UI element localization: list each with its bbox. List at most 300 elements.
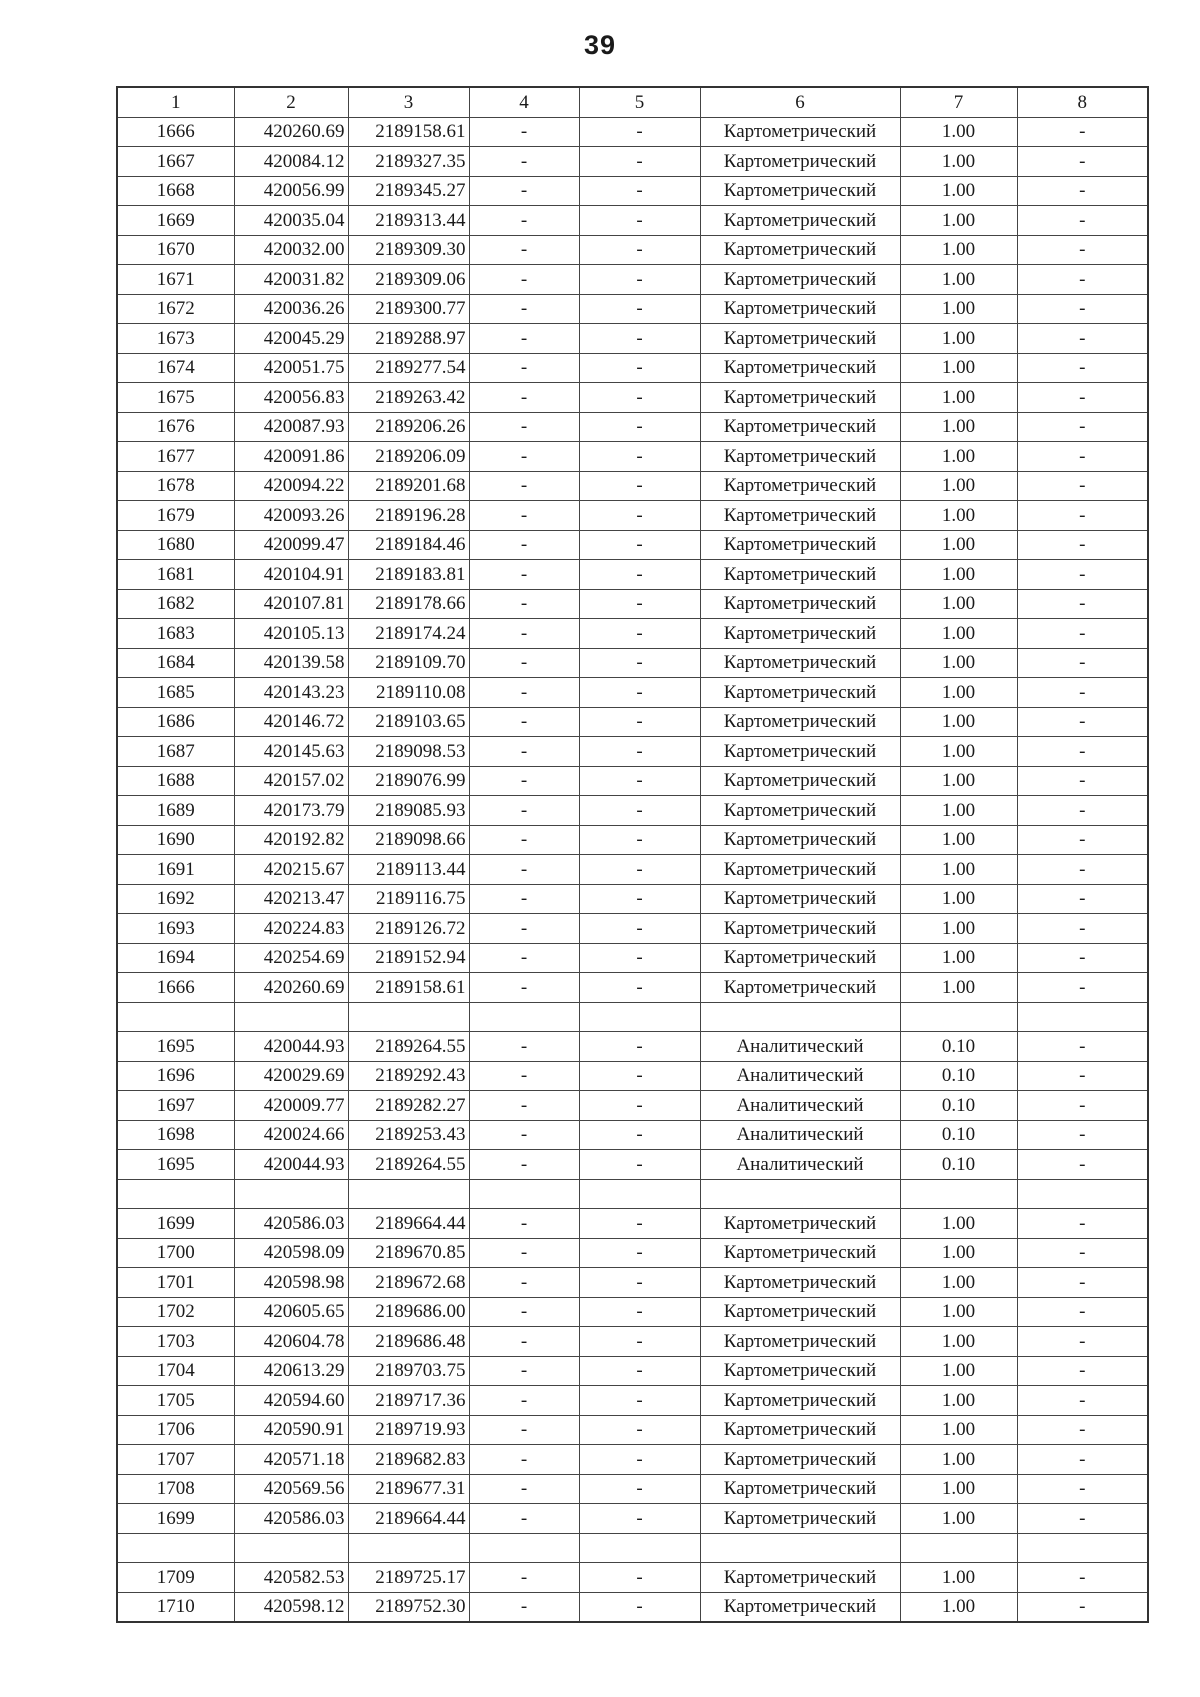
cell-point-number: 1695 bbox=[117, 1150, 234, 1180]
cell-accuracy: 1.00 bbox=[900, 914, 1017, 944]
cell-method bbox=[700, 1179, 900, 1209]
cell-col-5: - bbox=[579, 943, 700, 973]
cell-method: Картометрический bbox=[700, 589, 900, 619]
cell-col-4: - bbox=[469, 1032, 579, 1062]
cell-col-8: - bbox=[1017, 1268, 1148, 1298]
cell-coord-x bbox=[234, 1179, 348, 1209]
table-row bbox=[117, 1327, 1148, 1357]
cell-col-8: - bbox=[1017, 619, 1148, 649]
column-header: 5 bbox=[579, 87, 700, 117]
cell-coord-x: 420093.26 bbox=[234, 501, 348, 531]
cell-method: Картометрический bbox=[700, 294, 900, 324]
cell-coord-x: 420104.91 bbox=[234, 560, 348, 590]
cell-col-8 bbox=[1017, 1002, 1148, 1032]
cell-coord-x: 420056.83 bbox=[234, 383, 348, 413]
cell-col-8: - bbox=[1017, 1120, 1148, 1150]
cell-coord-y: 2189183.81 bbox=[348, 560, 469, 590]
cell-coord-x: 420029.69 bbox=[234, 1061, 348, 1091]
cell-accuracy: 1.00 bbox=[900, 560, 1017, 590]
cell-accuracy: 0.10 bbox=[900, 1091, 1017, 1121]
cell-col-4: - bbox=[469, 501, 579, 531]
column-header: 7 bbox=[900, 87, 1017, 117]
cell-point-number: 1706 bbox=[117, 1415, 234, 1445]
cell-accuracy: 0.10 bbox=[900, 1120, 1017, 1150]
cell-point-number: 1686 bbox=[117, 707, 234, 737]
cell-accuracy: 1.00 bbox=[900, 1297, 1017, 1327]
cell-col-8: - bbox=[1017, 1474, 1148, 1504]
cell-coord-y: 2189686.00 bbox=[348, 1297, 469, 1327]
cell-method: Аналитический bbox=[700, 1120, 900, 1150]
cell-col-8: - bbox=[1017, 1386, 1148, 1416]
cell-col-8: - bbox=[1017, 471, 1148, 501]
cell-col-4: - bbox=[469, 1150, 579, 1180]
cell-coord-y: 2189717.36 bbox=[348, 1386, 469, 1416]
cell-col-5: - bbox=[579, 442, 700, 472]
cell-coord-y: 2189670.85 bbox=[348, 1238, 469, 1268]
cell-method: Картометрический bbox=[700, 560, 900, 590]
cell-col-5: - bbox=[579, 973, 700, 1003]
cell-coord-y: 2189664.44 bbox=[348, 1209, 469, 1239]
cell-accuracy: 0.10 bbox=[900, 1032, 1017, 1062]
cell-coord-x: 420056.99 bbox=[234, 176, 348, 206]
cell-col-8 bbox=[1017, 1179, 1148, 1209]
cell-point-number: 1693 bbox=[117, 914, 234, 944]
cell-point-number: 1690 bbox=[117, 825, 234, 855]
cell-col-8: - bbox=[1017, 530, 1148, 560]
table-row bbox=[117, 1238, 1148, 1268]
cell-col-8: - bbox=[1017, 1061, 1148, 1091]
cell-point-number: 1710 bbox=[117, 1592, 234, 1622]
cell-coord-x: 420024.66 bbox=[234, 1120, 348, 1150]
table-row bbox=[117, 1032, 1148, 1062]
table-row bbox=[117, 1356, 1148, 1386]
cell-col-8: - bbox=[1017, 147, 1148, 177]
cell-col-8: - bbox=[1017, 1356, 1148, 1386]
cell-point-number: 1673 bbox=[117, 324, 234, 354]
cell-col-8: - bbox=[1017, 412, 1148, 442]
cell-coord-x bbox=[234, 1533, 348, 1563]
cell-col-8: - bbox=[1017, 206, 1148, 236]
cell-accuracy: 1.00 bbox=[900, 1445, 1017, 1475]
table-row bbox=[117, 324, 1148, 354]
cell-accuracy: 1.00 bbox=[900, 678, 1017, 708]
cell-col-8: - bbox=[1017, 796, 1148, 826]
cell-point-number bbox=[117, 1002, 234, 1032]
cell-coord-y: 2189152.94 bbox=[348, 943, 469, 973]
cell-coord-y: 2189263.42 bbox=[348, 383, 469, 413]
cell-method: Картометрический bbox=[700, 1356, 900, 1386]
cell-col-5: - bbox=[579, 648, 700, 678]
cell-col-4: - bbox=[469, 914, 579, 944]
cell-point-number: 1670 bbox=[117, 235, 234, 265]
cell-accuracy: 1.00 bbox=[900, 1327, 1017, 1357]
cell-method: Картометрический bbox=[700, 914, 900, 944]
cell-col-5: - bbox=[579, 884, 700, 914]
cell-accuracy: 1.00 bbox=[900, 117, 1017, 147]
cell-coord-x: 420091.86 bbox=[234, 442, 348, 472]
cell-coord-x: 420586.03 bbox=[234, 1209, 348, 1239]
cell-coord-x: 420084.12 bbox=[234, 147, 348, 177]
cell-method: Картометрический bbox=[700, 1297, 900, 1327]
cell-coord-x: 420051.75 bbox=[234, 353, 348, 383]
cell-point-number: 1708 bbox=[117, 1474, 234, 1504]
cell-col-5: - bbox=[579, 1209, 700, 1239]
cell-point-number: 1672 bbox=[117, 294, 234, 324]
cell-col-5 bbox=[579, 1002, 700, 1032]
cell-col-8: - bbox=[1017, 1445, 1148, 1475]
cell-accuracy: 1.00 bbox=[900, 265, 1017, 295]
cell-col-8: - bbox=[1017, 973, 1148, 1003]
table-row bbox=[117, 1150, 1148, 1180]
cell-coord-x: 420598.12 bbox=[234, 1592, 348, 1622]
cell-accuracy: 1.00 bbox=[900, 796, 1017, 826]
cell-col-4: - bbox=[469, 1474, 579, 1504]
cell-coord-x: 420571.18 bbox=[234, 1445, 348, 1475]
cell-col-5: - bbox=[579, 914, 700, 944]
cell-coord-y: 2189345.27 bbox=[348, 176, 469, 206]
cell-coord-y: 2189677.31 bbox=[348, 1474, 469, 1504]
cell-col-5: - bbox=[579, 1297, 700, 1327]
table-row bbox=[117, 1061, 1148, 1091]
cell-col-8: - bbox=[1017, 265, 1148, 295]
cell-accuracy bbox=[900, 1179, 1017, 1209]
table-row bbox=[117, 589, 1148, 619]
cell-col-5: - bbox=[579, 147, 700, 177]
cell-coord-x: 420099.47 bbox=[234, 530, 348, 560]
cell-col-5: - bbox=[579, 1061, 700, 1091]
cell-method: Картометрический bbox=[700, 501, 900, 531]
cell-coord-x: 420215.67 bbox=[234, 855, 348, 885]
table-row bbox=[117, 855, 1148, 885]
cell-col-8: - bbox=[1017, 117, 1148, 147]
cell-accuracy: 1.00 bbox=[900, 235, 1017, 265]
cell-point-number: 1668 bbox=[117, 176, 234, 206]
cell-col-4: - bbox=[469, 1238, 579, 1268]
cell-method: Картометрический bbox=[700, 678, 900, 708]
cell-method: Картометрический bbox=[700, 1209, 900, 1239]
cell-col-8: - bbox=[1017, 442, 1148, 472]
cell-coord-y: 2189292.43 bbox=[348, 1061, 469, 1091]
cell-col-5: - bbox=[579, 1445, 700, 1475]
cell-coord-x: 420009.77 bbox=[234, 1091, 348, 1121]
cell-method: Картометрический bbox=[700, 383, 900, 413]
table-row bbox=[117, 1474, 1148, 1504]
cell-accuracy: 1.00 bbox=[900, 884, 1017, 914]
column-header: 6 bbox=[700, 87, 900, 117]
cell-coord-y: 2189196.28 bbox=[348, 501, 469, 531]
cell-accuracy: 1.00 bbox=[900, 1268, 1017, 1298]
cell-method: Картометрический bbox=[700, 973, 900, 1003]
cell-method: Картометрический bbox=[700, 147, 900, 177]
cell-col-5: - bbox=[579, 825, 700, 855]
cell-col-4: - bbox=[469, 1504, 579, 1534]
cell-accuracy: 1.00 bbox=[900, 147, 1017, 177]
cell-method: Картометрический bbox=[700, 176, 900, 206]
cell-col-5: - bbox=[579, 471, 700, 501]
cell-method: Картометрический bbox=[700, 943, 900, 973]
cell-col-5: - bbox=[579, 235, 700, 265]
cell-col-5: - bbox=[579, 383, 700, 413]
cell-point-number: 1685 bbox=[117, 678, 234, 708]
cell-coord-x: 420582.53 bbox=[234, 1563, 348, 1593]
table-row bbox=[117, 707, 1148, 737]
cell-col-4: - bbox=[469, 147, 579, 177]
cell-coord-y: 2189098.66 bbox=[348, 825, 469, 855]
cell-coord-y: 2189113.44 bbox=[348, 855, 469, 885]
cell-col-4: - bbox=[469, 412, 579, 442]
table-row bbox=[117, 235, 1148, 265]
table-body bbox=[117, 117, 1148, 1622]
cell-col-8: - bbox=[1017, 1032, 1148, 1062]
cell-col-5 bbox=[579, 1533, 700, 1563]
cell-coord-y: 2189103.65 bbox=[348, 707, 469, 737]
cell-coord-x: 420192.82 bbox=[234, 825, 348, 855]
cell-col-4: - bbox=[469, 117, 579, 147]
cell-point-number: 1695 bbox=[117, 1032, 234, 1062]
cell-point-number: 1678 bbox=[117, 471, 234, 501]
cell-coord-y: 2189703.75 bbox=[348, 1356, 469, 1386]
cell-col-5: - bbox=[579, 294, 700, 324]
table-row bbox=[117, 1415, 1148, 1445]
cell-col-8: - bbox=[1017, 353, 1148, 383]
cell-accuracy: 1.00 bbox=[900, 176, 1017, 206]
cell-point-number: 1698 bbox=[117, 1120, 234, 1150]
cell-method: Картометрический bbox=[700, 825, 900, 855]
table-row bbox=[117, 737, 1148, 767]
cell-col-5: - bbox=[579, 1327, 700, 1357]
table-row bbox=[117, 1209, 1148, 1239]
cell-col-5: - bbox=[579, 1150, 700, 1180]
cell-accuracy: 1.00 bbox=[900, 501, 1017, 531]
cell-coord-x: 420224.83 bbox=[234, 914, 348, 944]
cell-accuracy: 1.00 bbox=[900, 471, 1017, 501]
cell-col-4: - bbox=[469, 1415, 579, 1445]
table-row bbox=[117, 176, 1148, 206]
cell-method: Картометрический bbox=[700, 648, 900, 678]
cell-col-5: - bbox=[579, 176, 700, 206]
cell-coord-x: 420032.00 bbox=[234, 235, 348, 265]
cell-accuracy: 1.00 bbox=[900, 294, 1017, 324]
cell-method: Картометрический bbox=[700, 1474, 900, 1504]
cell-point-number: 1684 bbox=[117, 648, 234, 678]
cell-point-number: 1675 bbox=[117, 383, 234, 413]
cell-point-number: 1669 bbox=[117, 206, 234, 236]
table-row bbox=[117, 1297, 1148, 1327]
cell-col-5: - bbox=[579, 796, 700, 826]
cell-coord-y: 2189126.72 bbox=[348, 914, 469, 944]
cell-col-8: - bbox=[1017, 766, 1148, 796]
cell-method: Картометрический bbox=[700, 766, 900, 796]
cell-col-5: - bbox=[579, 1592, 700, 1622]
column-header: 2 bbox=[234, 87, 348, 117]
cell-coord-y: 2189313.44 bbox=[348, 206, 469, 236]
cell-coord-x: 420173.79 bbox=[234, 796, 348, 826]
cell-coord-y: 2189664.44 bbox=[348, 1504, 469, 1534]
cell-col-8: - bbox=[1017, 707, 1148, 737]
cell-col-4: - bbox=[469, 884, 579, 914]
cell-col-4: - bbox=[469, 1209, 579, 1239]
cell-coord-y: 2189116.75 bbox=[348, 884, 469, 914]
cell-coord-y: 2189264.55 bbox=[348, 1150, 469, 1180]
cell-col-4: - bbox=[469, 1327, 579, 1357]
cell-point-number: 1683 bbox=[117, 619, 234, 649]
table-row bbox=[117, 1445, 1148, 1475]
cell-coord-x: 420105.13 bbox=[234, 619, 348, 649]
table-row bbox=[117, 1563, 1148, 1593]
cell-coord-y: 2189277.54 bbox=[348, 353, 469, 383]
cell-method: Картометрический bbox=[700, 206, 900, 236]
cell-accuracy: 1.00 bbox=[900, 1209, 1017, 1239]
cell-col-5: - bbox=[579, 560, 700, 590]
cell-coord-y: 2189110.08 bbox=[348, 678, 469, 708]
cell-col-8: - bbox=[1017, 589, 1148, 619]
cell-col-5: - bbox=[579, 707, 700, 737]
cell-accuracy: 1.00 bbox=[900, 442, 1017, 472]
cell-coord-x: 420586.03 bbox=[234, 1504, 348, 1534]
table-row bbox=[117, 766, 1148, 796]
cell-method: Картометрический bbox=[700, 1563, 900, 1593]
column-header: 4 bbox=[469, 87, 579, 117]
cell-method: Картометрический bbox=[700, 1327, 900, 1357]
cell-col-4: - bbox=[469, 707, 579, 737]
cell-method: Картометрический bbox=[700, 619, 900, 649]
cell-col-5: - bbox=[579, 855, 700, 885]
table-row bbox=[117, 265, 1148, 295]
cell-point-number: 1702 bbox=[117, 1297, 234, 1327]
cell-coord-y: 2189672.68 bbox=[348, 1268, 469, 1298]
cell-col-4: - bbox=[469, 353, 579, 383]
cell-coord-x: 420035.04 bbox=[234, 206, 348, 236]
cell-col-4: - bbox=[469, 265, 579, 295]
cell-accuracy: 1.00 bbox=[900, 766, 1017, 796]
cell-method: Картометрический bbox=[700, 1445, 900, 1475]
cell-col-5: - bbox=[579, 530, 700, 560]
cell-col-5 bbox=[579, 1179, 700, 1209]
cell-coord-y: 2189158.61 bbox=[348, 117, 469, 147]
cell-col-5: - bbox=[579, 737, 700, 767]
cell-col-4 bbox=[469, 1179, 579, 1209]
cell-col-5: - bbox=[579, 678, 700, 708]
table-row bbox=[117, 619, 1148, 649]
cell-col-8 bbox=[1017, 1533, 1148, 1563]
cell-coord-y: 2189725.17 bbox=[348, 1563, 469, 1593]
table-row bbox=[117, 294, 1148, 324]
table-row bbox=[117, 1533, 1148, 1563]
cell-col-4: - bbox=[469, 530, 579, 560]
cell-col-4: - bbox=[469, 619, 579, 649]
cell-method: Картометрический bbox=[700, 1386, 900, 1416]
cell-col-4: - bbox=[469, 1563, 579, 1593]
cell-col-8: - bbox=[1017, 884, 1148, 914]
cell-col-4: - bbox=[469, 825, 579, 855]
table-row bbox=[117, 1091, 1148, 1121]
cell-col-4: - bbox=[469, 737, 579, 767]
table-row bbox=[117, 914, 1148, 944]
cell-coord-y bbox=[348, 1533, 469, 1563]
cell-col-5: - bbox=[579, 619, 700, 649]
table-row bbox=[117, 678, 1148, 708]
cell-coord-x: 420604.78 bbox=[234, 1327, 348, 1357]
cell-accuracy: 1.00 bbox=[900, 707, 1017, 737]
table-row bbox=[117, 648, 1148, 678]
cell-coord-x: 420569.56 bbox=[234, 1474, 348, 1504]
table-row bbox=[117, 442, 1148, 472]
cell-coord-y: 2189288.97 bbox=[348, 324, 469, 354]
column-header: 8 bbox=[1017, 87, 1148, 117]
cell-coord-y: 2189201.68 bbox=[348, 471, 469, 501]
cell-accuracy: 1.00 bbox=[900, 412, 1017, 442]
cell-method: Картометрический bbox=[700, 471, 900, 501]
table-row bbox=[117, 973, 1148, 1003]
cell-coord-y: 2189300.77 bbox=[348, 294, 469, 324]
cell-method: Картометрический bbox=[700, 1415, 900, 1445]
cell-col-8: - bbox=[1017, 294, 1148, 324]
cell-point-number: 1703 bbox=[117, 1327, 234, 1357]
cell-point-number: 1697 bbox=[117, 1091, 234, 1121]
cell-coord-x: 420590.91 bbox=[234, 1415, 348, 1445]
cell-col-8: - bbox=[1017, 324, 1148, 354]
cell-col-5: - bbox=[579, 501, 700, 531]
cell-method: Картометрический bbox=[700, 855, 900, 885]
cell-coord-y: 2189085.93 bbox=[348, 796, 469, 826]
cell-point-number: 1671 bbox=[117, 265, 234, 295]
page-number: 39 bbox=[583, 30, 617, 60]
cell-col-8: - bbox=[1017, 1297, 1148, 1327]
cell-point-number: 1707 bbox=[117, 1445, 234, 1475]
cell-point-number: 1676 bbox=[117, 412, 234, 442]
cell-coord-y: 2189253.43 bbox=[348, 1120, 469, 1150]
cell-col-8: - bbox=[1017, 1504, 1148, 1534]
cell-col-8: - bbox=[1017, 1415, 1148, 1445]
cell-accuracy: 1.00 bbox=[900, 353, 1017, 383]
table-row bbox=[117, 353, 1148, 383]
cell-accuracy: 1.00 bbox=[900, 1504, 1017, 1534]
cell-accuracy: 1.00 bbox=[900, 530, 1017, 560]
table-row bbox=[117, 884, 1148, 914]
table-row bbox=[117, 383, 1148, 413]
cell-method: Картометрический bbox=[700, 324, 900, 354]
cell-accuracy: 1.00 bbox=[900, 825, 1017, 855]
cell-accuracy: 1.00 bbox=[900, 1238, 1017, 1268]
cell-accuracy: 1.00 bbox=[900, 648, 1017, 678]
cell-col-5: - bbox=[579, 353, 700, 383]
cell-method: Картометрический bbox=[700, 884, 900, 914]
cell-accuracy bbox=[900, 1002, 1017, 1032]
cell-col-5: - bbox=[579, 265, 700, 295]
cell-col-8: - bbox=[1017, 1238, 1148, 1268]
cell-method: Картометрический bbox=[700, 530, 900, 560]
cell-accuracy: 1.00 bbox=[900, 855, 1017, 885]
cell-col-5: - bbox=[579, 1268, 700, 1298]
cell-accuracy: 1.00 bbox=[900, 206, 1017, 236]
cell-col-5: - bbox=[579, 206, 700, 236]
cell-col-8: - bbox=[1017, 737, 1148, 767]
table-row bbox=[117, 1504, 1148, 1534]
cell-method: Аналитический bbox=[700, 1091, 900, 1121]
cell-point-number: 1705 bbox=[117, 1386, 234, 1416]
cell-accuracy: 1.00 bbox=[900, 737, 1017, 767]
cell-col-8: - bbox=[1017, 383, 1148, 413]
cell-point-number: 1696 bbox=[117, 1061, 234, 1091]
cell-coord-x: 420031.82 bbox=[234, 265, 348, 295]
cell-accuracy: 1.00 bbox=[900, 1415, 1017, 1445]
cell-coord-y: 2189752.30 bbox=[348, 1592, 469, 1622]
cell-col-4: - bbox=[469, 1297, 579, 1327]
cell-coord-x: 420605.65 bbox=[234, 1297, 348, 1327]
cell-col-4: - bbox=[469, 855, 579, 885]
cell-point-number: 1682 bbox=[117, 589, 234, 619]
cell-col-4: - bbox=[469, 973, 579, 1003]
